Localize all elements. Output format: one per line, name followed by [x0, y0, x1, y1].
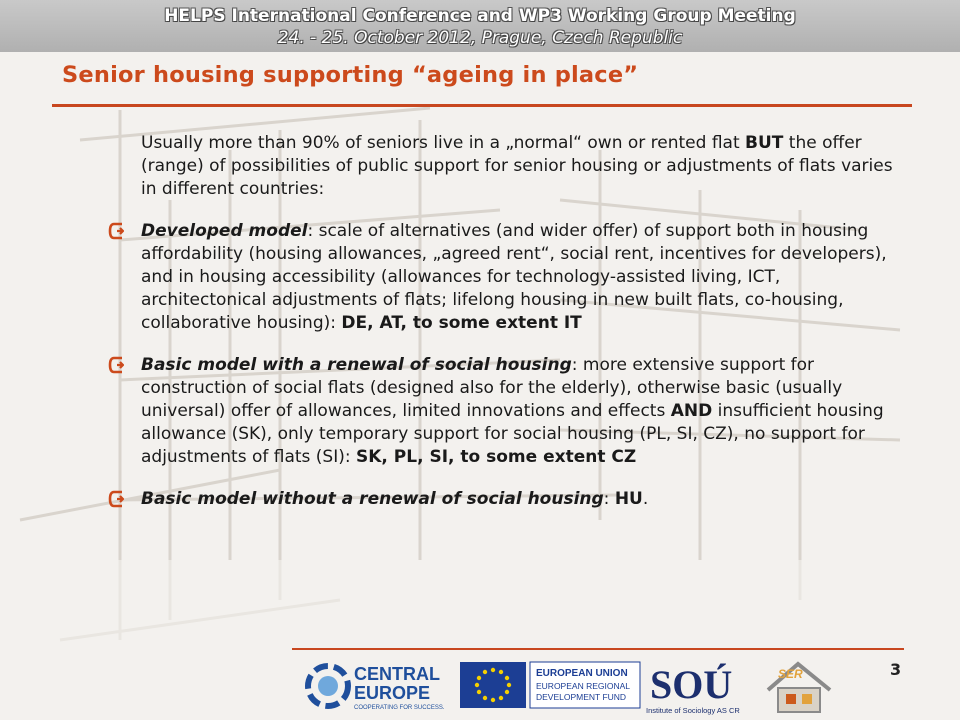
- eu-fund-logo: [530, 662, 640, 708]
- arrow-bullet-icon: [108, 490, 124, 508]
- bullet-developed-model: [108, 220, 908, 335]
- bullet-text: : more extensive support for construction of social flats (designed also for the elderly), otherwise basic (usually universal) offer of allowances, limited innovations and effects: [141, 355, 843, 421]
- arrow-bullet-icon: [108, 356, 124, 374]
- bullet-text: : scale of alternatives (and wider offer) of support both in housing affordability (housing allowances, „agreed rent“, social rent, incentives for developers), and in housing accessibility (allowances for technology-assisted living, ICT, architectonical adjustments of flats; lifelong housing in new built flats, co-housing, collaborative housing):: [141, 221, 887, 333]
- bullet-lead: Basic model without a renewal of social housing: [141, 489, 604, 509]
- intro-text-1: Usually more than 90% of seniors live in a „normal“ own or rented flat: [141, 133, 746, 153]
- title-divider: [52, 104, 912, 107]
- ser-house-logo: [768, 664, 830, 712]
- central-europe-logo: [308, 664, 445, 711]
- bullet-text-2: insufficient housing allowance (SK), only temporary support for social housing (PL, SI, CZ), no support for adjustments of flats (SI):: [141, 401, 884, 467]
- bullet-countries: HU: [614, 489, 643, 509]
- eu-line2: EUROPEAN REGIONAL: [536, 681, 630, 691]
- footer-divider: [292, 648, 904, 650]
- central-europe-tagline: COOPERATING FOR SUCCESS.: [354, 705, 445, 711]
- sou-mark: SOÚ: [650, 662, 733, 707]
- bullet-lead: Basic model with a renewal of social housing: [141, 355, 572, 375]
- bullet-end: .: [642, 489, 649, 509]
- conference-header: [0, 0, 960, 52]
- eu-flag-icon: [460, 662, 526, 708]
- bullet-basic-model-renewal: [108, 354, 908, 469]
- bullet-countries: DE, AT, to some extent IT: [341, 313, 582, 333]
- eu-line1: EUROPEAN UNION: [536, 668, 628, 679]
- intro-but: BUT: [745, 133, 784, 153]
- bullet-lead: Developed model: [141, 221, 308, 241]
- sou-caption: Institute of Sociology AS CR: [646, 706, 740, 715]
- partner-logos: [300, 656, 860, 716]
- intro-paragraph: [141, 132, 908, 201]
- intro-text-2: the offer (range) of possibilities of public support for senior housing or adjustments of flats varies in different countries:: [141, 133, 893, 199]
- central-europe-line1: CENTRAL: [354, 664, 440, 684]
- bullet-countries: SK, PL, SI, to some extent CZ: [356, 447, 637, 467]
- bullet-text: :: [603, 489, 615, 509]
- central-europe-line2: EUROPE: [354, 683, 431, 703]
- bullet-basic-model-no-renewal: [108, 488, 908, 511]
- eu-line3: DEVELOPMENT FUND: [536, 692, 627, 702]
- sou-logo: [646, 662, 740, 715]
- conference-title: HELPS International Conference and WP3 Working Group Meeting: [164, 6, 796, 26]
- slide-title: Senior housing supporting “ageing in place”: [62, 62, 639, 88]
- arrow-bullet-icon: [108, 222, 124, 240]
- page-number: 3: [890, 660, 902, 679]
- ser-mark: SER: [778, 667, 803, 681]
- slide-content: [108, 132, 908, 511]
- conference-date-place: 24. - 25. October 2012, Prague, Czech Republic: [277, 28, 683, 48]
- bullet-and: AND: [670, 401, 713, 421]
